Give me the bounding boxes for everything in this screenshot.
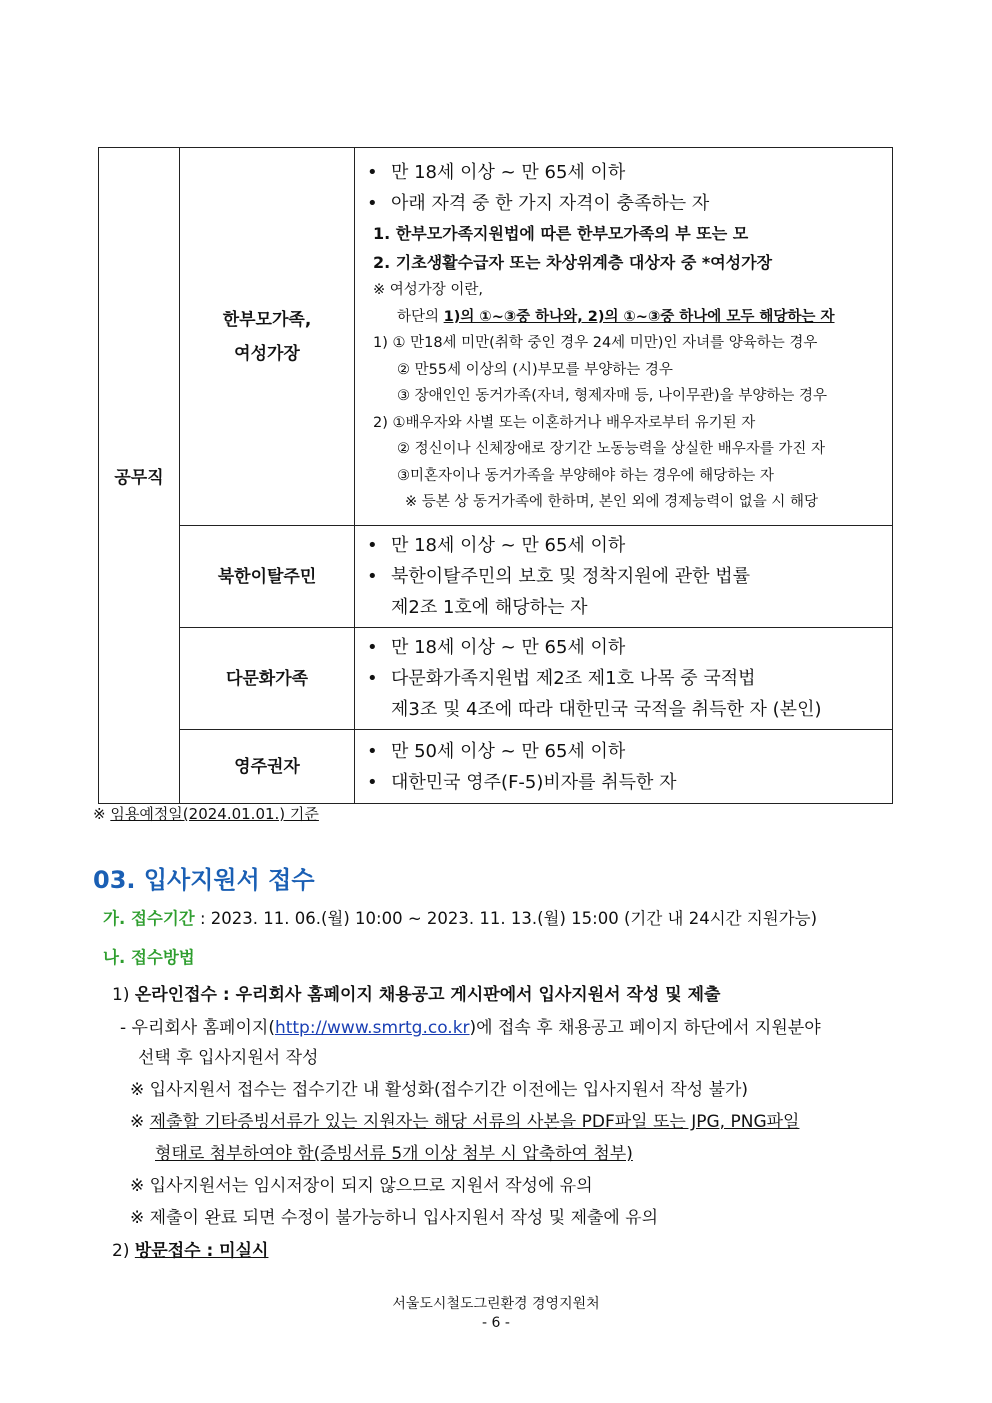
group-cell-single-parent: [180, 148, 355, 526]
table-row: [99, 628, 893, 730]
detail-line: ※ 등본 상 동거가족에 한하며, 본인 외에 경제능력이 없을 시 해당: [405, 494, 819, 511]
online-heading: 1) 온라인접수 : 우리회사 홈페이지 채용공고 게시판에서 입사지원서 작성 및 제출: [112, 985, 721, 1005]
numbered-item: 2. 기초생활수급자 또는 차상위계층 대상자 중 *여성가장: [373, 253, 773, 273]
list-item-continued: 제2조 1호에 해당하는 자: [391, 597, 588, 618]
detail-line: ② 정신이나 신체장애로 장기간 노동능력을 상실한 배우자를 가진 자: [397, 441, 826, 458]
bullet-icon: •: [367, 162, 378, 184]
detail-line: ② 만55세 이상의 (시)부모를 부양하는 경우: [397, 361, 673, 378]
note-line: ※ 제출이 완료 되면 수정이 불가능하니 입사지원서 작성 및 제출에 유의: [130, 1208, 659, 1228]
bullet-icon: •: [367, 535, 378, 556]
note-definition: 하단의 1)의 ①~③중 하나와, 2)의 ①~③중 하나에 모두 해당하는 자: [397, 308, 835, 325]
online-description-cont: 선택 후 입사지원서 작성: [138, 1048, 319, 1068]
list-item: • 만 18세 이상 ~ 만 65세 이하: [367, 530, 884, 561]
method-line: [103, 944, 195, 968]
numbered-item: 1. 한부모가족지원법에 따른 한부모가족의 부 또는 모: [373, 224, 749, 244]
page-number: - 6 -: [482, 1315, 510, 1331]
eligibility-table: [98, 147, 893, 804]
group-label-line: 한부모가족,: [222, 309, 312, 330]
footer-org: 서울도시철도그린환경 경영지원처: [392, 1296, 600, 1312]
method-label: 나. 접수방법: [103, 948, 195, 967]
note-line-cont: 형태로 첨부하여야 함(증빙서류 5개 이상 첨부 시 압축하여 첨부): [155, 1144, 633, 1164]
category-cell: 공무직: [99, 148, 180, 804]
bullet-icon: •: [367, 740, 378, 762]
list-item: • 만 50세 이상 ~ 만 65세 이하: [367, 736, 884, 767]
list-item: • 북한이탈주민의 보호 및 정착지원에 관한 법률: [367, 561, 884, 592]
bullet-icon: •: [367, 771, 378, 793]
bullet-icon: •: [367, 193, 378, 215]
list-item: • 다문화가족지원법 제2조 제1호 나목 중 국적법: [367, 663, 884, 694]
bullet-icon: •: [367, 637, 378, 658]
criteria-cell: [355, 526, 893, 628]
group-cell: 북한이탈주민: [180, 526, 355, 628]
detail-line: ③ 장애인인 동거가족(자녀, 형제자매 등, 나이무관)을 부양하는 경우: [397, 388, 827, 405]
group-cell: 영주권자: [180, 730, 355, 804]
online-description: - 우리회사 홈페이지(http://www.smrtg.co.kr)에 접속 후 채용공고 페이지 하단에서 지원분야: [120, 1018, 821, 1038]
table-row: [99, 148, 893, 526]
criteria-cell: [355, 148, 893, 526]
list-item: • 만 18세 이상 ~ 만 65세 이하: [367, 632, 884, 663]
group-cell: 다문화가족: [180, 628, 355, 730]
table-row: [99, 526, 893, 628]
list-item: • 만 18세 이상 ~ 만 65세 이하: [367, 157, 884, 188]
note-line: ※ 입사지원서 접수는 접수기간 내 활성화(접수기간 이전에는 입사지원서 작성 불가): [130, 1080, 749, 1100]
group-label-line: 여성가장: [234, 343, 300, 364]
list-item-continued: 제3조 및 4조에 따라 대한민국 국적을 취득한 자 (본인): [391, 699, 822, 720]
detail-line: 1) ① 만18세 미만(취학 중인 경우 24세 미만)인 자녀를 양육하는 경우: [373, 335, 818, 352]
period-line: 가. 접수기간 : 2023. 11. 06.(월) 10:00 ~ 2023. 11. 13.(월) 15:00 (기간 내 24시간 지원가능): [103, 909, 818, 928]
detail-line: 2) ①배우자와 사별 또는 이혼하거나 배우자로부터 유기된 자: [373, 414, 756, 431]
note-line: ※ 입사지원서는 임시저장이 되지 않으므로 지원서 작성에 유의: [130, 1176, 593, 1196]
criteria-cell: [355, 730, 893, 804]
period-label: 가. 접수기간: [103, 909, 195, 928]
table-row: [99, 730, 893, 804]
section-title: 03. 입사지원서 접수: [93, 866, 315, 894]
list-item: • 대한민국 영주(F-5)비자를 취득한 자: [367, 767, 884, 798]
list-item: • 아래 자격 중 한 가지 자격이 충족하는 자: [367, 188, 884, 219]
bullet-icon: •: [367, 668, 378, 689]
bullet-icon: •: [367, 566, 378, 587]
detail-line: ③미혼자이나 동거가족을 부양해야 하는 경우에 해당하는 자: [397, 467, 774, 484]
note-line: ※ 제출할 기타증빙서류가 있는 지원자는 해당 서류의 사본을 PDF파일 또는 JPG, PNG파일: [130, 1112, 800, 1132]
visit-heading: 2) 방문접수 : 미실시: [112, 1241, 269, 1261]
note-title: ※ 여성가장 이란,: [373, 282, 484, 299]
criteria-cell: [355, 628, 893, 730]
table-footnote: ※ 임용예정일(2024.01.01.) 기준: [93, 805, 319, 823]
homepage-link[interactable]: http://www.smrtg.co.kr: [274, 1018, 470, 1038]
